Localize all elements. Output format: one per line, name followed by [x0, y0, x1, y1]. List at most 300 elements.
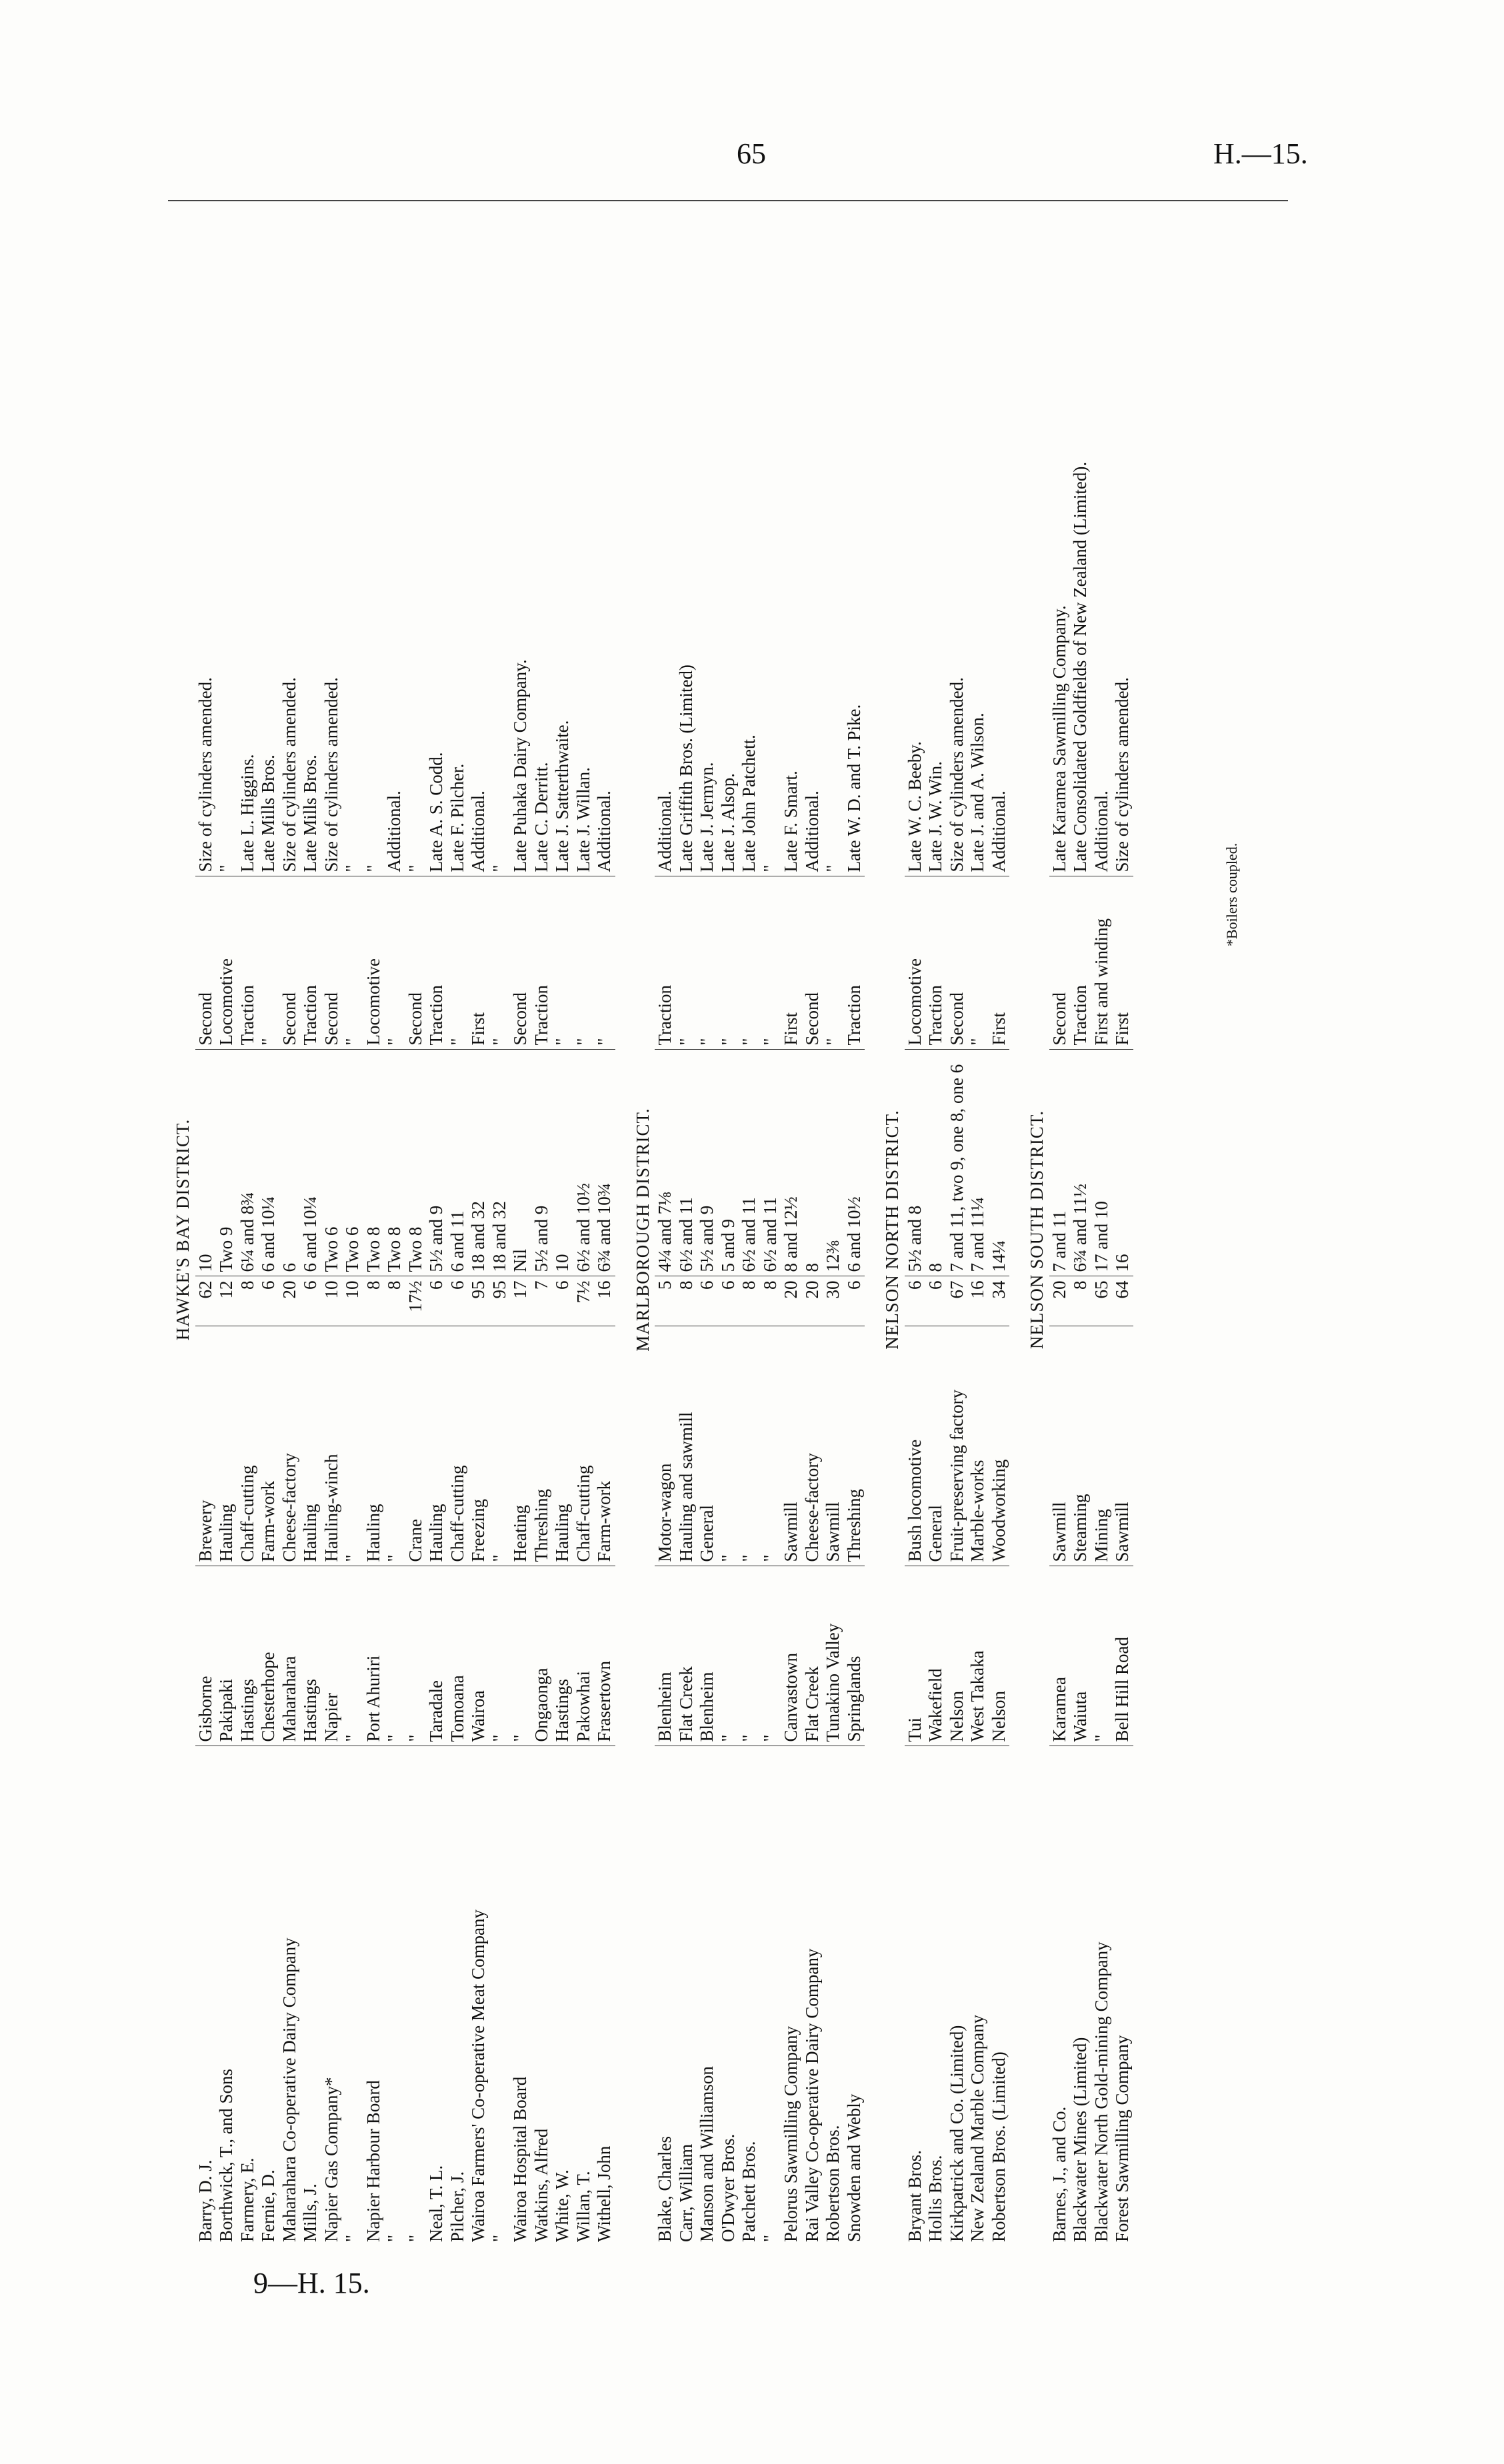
- cell-owner: New Zealand Marble Company: [967, 2014, 987, 2242]
- cell-place: Tui: [905, 1566, 926, 1746]
- district-spacer: [865, 213, 879, 2246]
- cell-cyl: 6¾ and 11½: [1070, 1050, 1091, 1276]
- cell-place: Pakowhai: [573, 1566, 595, 1746]
- cell-hp: 62: [195, 1276, 217, 1326]
- cell-cyl: Nil: [510, 1050, 531, 1276]
- cell-purpose: Hauling: [552, 1326, 573, 1566]
- cell-place: Ongaonga: [531, 1566, 553, 1746]
- cell-cyl: 6: [279, 1050, 301, 1276]
- cell-hp: 6: [925, 1276, 947, 1326]
- district-heading: [630, 213, 655, 2246]
- cell-cyl: 10: [552, 1050, 573, 1276]
- cell-purpose: Steaming: [1070, 1326, 1091, 1566]
- cell-place: Nelson: [989, 1566, 1010, 1746]
- cell-owner: Forest Sawmilling Company: [1112, 2035, 1132, 2242]
- cell-remarks: Late Griffith Bros. (Limited): [676, 213, 697, 876]
- cell-purpose: General: [697, 1326, 718, 1566]
- table-row: [300, 213, 321, 2246]
- cell-cls: Second: [195, 876, 217, 1050]
- cell-purpose: ": [342, 1326, 363, 1566]
- cell-remarks: Late F. Pilcher.: [447, 213, 469, 876]
- cell-cyl: 6¾ and 10¾: [594, 1050, 615, 1276]
- cell-cls: Second: [321, 876, 343, 1050]
- cell-hp: 16: [967, 1276, 989, 1326]
- cell-place: Springlands: [844, 1566, 865, 1746]
- table-row: [384, 213, 405, 2246]
- cell-cls: First: [989, 876, 1010, 1050]
- cell-cyl: 6¼ and 8¾: [237, 1050, 259, 1276]
- cell-place: ": [718, 1566, 739, 1746]
- cell-cyl: 6 and 10¼: [258, 1050, 279, 1276]
- cell-cyl: 6½ and 11: [739, 1050, 760, 1276]
- cell-hp: 12: [216, 1276, 237, 1326]
- cell-place: Canvastown: [781, 1566, 802, 1746]
- cell-owner: Pilcher, J.: [447, 2171, 467, 2242]
- page-number: 65: [737, 137, 766, 170]
- table-row: [489, 213, 511, 2246]
- district-name: MARLBOROUGH DISTRICT.: [632, 1108, 653, 1352]
- table-row: [947, 213, 968, 2246]
- cell-cyl: 4¼ and 7⅛: [655, 1050, 676, 1276]
- cell-purpose: Hauling: [426, 1326, 447, 1566]
- cell-place: ": [510, 1566, 531, 1746]
- cell-cls: ": [676, 876, 697, 1050]
- cell-purpose: Hauling and sawmill: [676, 1326, 697, 1566]
- cell-remarks: Late Consolidated Goldfields of New Zealand (Limited).: [1070, 213, 1091, 876]
- cell-remarks: Additional.: [802, 213, 823, 876]
- cell-purpose: ": [739, 1326, 760, 1566]
- table-row: [237, 213, 259, 2246]
- cell-purpose: ": [718, 1326, 739, 1566]
- table-row: [1091, 213, 1113, 2246]
- cell-cyl: 8: [925, 1050, 947, 1276]
- table-row: [447, 213, 469, 2246]
- cell-cls: ": [573, 876, 595, 1050]
- cell-owner: Watkins, Alfred: [531, 2128, 551, 2242]
- cell-remarks: ": [405, 213, 427, 876]
- cell-cls: ": [384, 876, 405, 1050]
- table-row: [1049, 213, 1071, 2246]
- cell-remarks: Late Puhaka Dairy Company.: [510, 213, 531, 876]
- cell-cls: ": [447, 876, 469, 1050]
- cell-place: Flat Creek: [676, 1566, 697, 1746]
- cell-owner: Barnes, J., and Co.: [1049, 2106, 1069, 2242]
- cell-cls: ": [552, 876, 573, 1050]
- table-row: [967, 213, 989, 2246]
- district-spacer: [1009, 213, 1024, 2246]
- table-row: [989, 213, 1010, 2246]
- cell-cyl: 6 and 10¼: [300, 1050, 321, 1276]
- cell-cyl: 5½ and 9: [697, 1050, 718, 1276]
- cell-owner: Robertson Bros. (Limited): [988, 2051, 1009, 2242]
- cell-hp: 8: [384, 1276, 405, 1326]
- cell-hp: 5: [655, 1276, 676, 1326]
- table-row: [405, 213, 427, 2246]
- cell-hp: 64: [1112, 1276, 1133, 1326]
- cell-remarks: Late J. and A. Wilson.: [967, 213, 989, 876]
- cell-remarks: Late J. Alsop.: [718, 213, 739, 876]
- cell-hp: 10: [342, 1276, 363, 1326]
- cell-purpose: Bush locomotive: [905, 1326, 926, 1566]
- cell-cls: Second: [802, 876, 823, 1050]
- footnote: *Boilers coupled.: [1223, 842, 1240, 946]
- cell-hp: 8: [760, 1276, 781, 1326]
- cell-purpose: Fruit-preserving factory: [947, 1326, 968, 1566]
- table-row: [279, 213, 301, 2246]
- cell-owner: O'Dwyer Bros.: [717, 2133, 738, 2242]
- cell-hp: 7: [531, 1276, 553, 1326]
- cell-place: West Takaka: [967, 1566, 989, 1746]
- cell-hp: 6: [718, 1276, 739, 1326]
- cell-place: Bell Hill Road: [1112, 1566, 1133, 1746]
- district-name: NELSON NORTH DISTRICT.: [882, 1110, 902, 1350]
- cell-place: Hastings: [237, 1566, 259, 1746]
- cell-purpose: ": [384, 1326, 405, 1566]
- cell-cls: Traction: [426, 876, 447, 1050]
- cell-cyl: Two 8: [405, 1050, 427, 1276]
- cell-cyl: 14¼: [989, 1050, 1010, 1276]
- cell-remarks: Late J. Willan.: [573, 213, 595, 876]
- table-row: [802, 213, 823, 2246]
- cell-hp: 6: [426, 1276, 447, 1326]
- cell-remarks: Late W. D. and T. Pike.: [844, 213, 865, 876]
- cell-owner: Neal, T. L.: [426, 2165, 446, 2242]
- cell-purpose: Farm-work: [594, 1326, 615, 1566]
- cell-owner: Pelorus Sawmilling Company: [781, 2026, 801, 2242]
- cell-cls: Second: [279, 876, 301, 1050]
- cell-purpose: Woodworking: [989, 1326, 1010, 1566]
- cell-place: Tunakino Valley: [823, 1566, 844, 1746]
- document-code: H.—15.: [1213, 137, 1308, 170]
- table-row: [594, 213, 615, 2246]
- cell-place: Hastings: [552, 1566, 573, 1746]
- table-row: [739, 213, 760, 2246]
- cell-purpose: Sawmill: [823, 1326, 844, 1566]
- cell-purpose: Hauling: [363, 1326, 385, 1566]
- cell-purpose: Motor-wagon: [655, 1326, 676, 1566]
- cell-cls: Traction: [1070, 876, 1091, 1050]
- table-row: [781, 213, 802, 2246]
- cell-owner: Snowden and Webly: [843, 2093, 864, 2242]
- cell-cls: First: [468, 876, 489, 1050]
- cell-cls: ": [258, 876, 279, 1050]
- cell-place: Chesterhope: [258, 1566, 279, 1746]
- cell-cyl: 16: [1112, 1050, 1133, 1276]
- cell-place: Frasertown: [594, 1566, 615, 1746]
- cell-purpose: Mining: [1091, 1326, 1113, 1566]
- cell-purpose: Freezing: [468, 1326, 489, 1566]
- cell-cls: Traction: [655, 876, 676, 1050]
- cell-place: Waiuta: [1070, 1566, 1091, 1746]
- cell-remarks: Late Mills Bros.: [300, 213, 321, 876]
- cell-owner: ": [405, 2234, 425, 2242]
- table-row: [531, 213, 553, 2246]
- cell-cyl: 18 and 32: [489, 1050, 511, 1276]
- cell-purpose: Hauling-winch: [321, 1326, 343, 1566]
- cell-place: Port Ahuriri: [363, 1566, 385, 1746]
- cell-cyl: 6 and 11: [447, 1050, 469, 1276]
- cell-cyl: 17 and 10: [1091, 1050, 1113, 1276]
- cell-remarks: Size of cylinders amended.: [195, 213, 217, 876]
- cell-cyl: Two 8: [363, 1050, 385, 1276]
- cell-hp: 6: [300, 1276, 321, 1326]
- cell-cyl: 6½ and 11: [676, 1050, 697, 1276]
- cell-cls: Second: [510, 876, 531, 1050]
- cell-place: Karamea: [1049, 1566, 1071, 1746]
- cell-place: Taradale: [426, 1566, 447, 1746]
- cell-remarks: Additional.: [468, 213, 489, 876]
- cell-purpose: Cheese-factory: [279, 1326, 301, 1566]
- cell-remarks: Late John Patchett.: [739, 213, 760, 876]
- table-row: [342, 213, 363, 2246]
- cell-cls: Locomotive: [216, 876, 237, 1050]
- cell-hp: 30: [823, 1276, 844, 1326]
- cell-owner: Bryant Bros.: [904, 2150, 925, 2242]
- cell-purpose: Hauling: [216, 1326, 237, 1566]
- cell-cyl: 5½ and 9: [426, 1050, 447, 1276]
- cell-cls: ": [342, 876, 363, 1050]
- cell-owner: Barry, D. J.: [195, 2159, 215, 2242]
- cell-cyl: 8 and 12½: [781, 1050, 802, 1276]
- rotated-register-table: [170, 213, 1290, 2246]
- cell-remarks: Late L. Higgins.: [237, 213, 259, 876]
- table-row: [655, 213, 676, 2246]
- table-row: [760, 213, 781, 2246]
- table-row: [468, 213, 489, 2246]
- cell-cyl: 5 and 9: [718, 1050, 739, 1276]
- cell-owner: Maharahara Co-operative Dairy Company: [279, 1937, 299, 2242]
- cell-cyl: 5½ and 9: [531, 1050, 553, 1276]
- cell-owner: ": [489, 2234, 509, 2242]
- cell-place: Wakefield: [925, 1566, 947, 1746]
- table-row: [844, 213, 865, 2246]
- cell-remarks: Late C. Derritt.: [531, 213, 553, 876]
- cell-place: Nelson: [947, 1566, 968, 1746]
- boiler-register-table: [170, 213, 1133, 2246]
- cell-hp: 8: [363, 1276, 385, 1326]
- cell-purpose: Sawmill: [781, 1326, 802, 1566]
- cell-owner: Napier Harbour Board: [363, 2080, 383, 2242]
- cell-remarks: Additional.: [989, 213, 1010, 876]
- cell-hp: 95: [468, 1276, 489, 1326]
- cell-purpose: Hauling: [300, 1326, 321, 1566]
- cell-hp: 20: [279, 1276, 301, 1326]
- cell-purpose: Threshing: [844, 1326, 865, 1566]
- district-spacer: [615, 213, 630, 2246]
- cell-hp: 16: [594, 1276, 615, 1326]
- cell-place: ": [760, 1566, 781, 1746]
- cell-owner: Wairoa Hospital Board: [510, 2076, 530, 2242]
- cell-purpose: Chaff-cutting: [573, 1326, 595, 1566]
- cell-place: Hastings: [300, 1566, 321, 1746]
- cell-cls: Traction: [237, 876, 259, 1050]
- cell-place: Blenheim: [697, 1566, 718, 1746]
- table-row: [925, 213, 947, 2246]
- cell-owner: Withell, John: [594, 2145, 614, 2242]
- cell-place: ": [342, 1566, 363, 1746]
- cell-cls: Second: [405, 876, 427, 1050]
- table-row: [573, 213, 595, 2246]
- cell-purpose: Threshing: [531, 1326, 553, 1566]
- cell-cls: Locomotive: [363, 876, 385, 1050]
- cell-cls: ": [739, 876, 760, 1050]
- cell-cyl: 7 and 11: [1049, 1050, 1071, 1276]
- table-row: [510, 213, 531, 2246]
- table-row: [195, 213, 217, 2246]
- cell-remarks: Late Mills Bros.: [258, 213, 279, 876]
- district-heading: [1024, 213, 1049, 2246]
- cell-cls: Second: [1049, 876, 1071, 1050]
- cell-place: ": [489, 1566, 511, 1746]
- table-row: [426, 213, 447, 2246]
- table-row: [1112, 213, 1133, 2246]
- cell-remarks: Size of cylinders amended.: [1112, 213, 1133, 876]
- cell-cls: Traction: [531, 876, 553, 1050]
- cell-hp: 8: [237, 1276, 259, 1326]
- cell-owner: ": [384, 2234, 404, 2242]
- cell-owner: Blake, Charles: [655, 2136, 675, 2242]
- cell-place: Tomoana: [447, 1566, 469, 1746]
- table-row: [676, 213, 697, 2246]
- cell-purpose: Crane: [405, 1326, 427, 1566]
- cell-place: Napier: [321, 1566, 343, 1746]
- cell-hp: 6: [844, 1276, 865, 1326]
- cell-hp: 6: [447, 1276, 469, 1326]
- cell-cyl: 7 and 11, two 9, one 8, one 6: [947, 1050, 968, 1276]
- table-row: [718, 213, 739, 2246]
- cell-cls: ": [489, 876, 511, 1050]
- district-heading: [879, 213, 905, 2246]
- cell-cls: ": [967, 876, 989, 1050]
- cell-cyl: 6½ and 10½: [573, 1050, 595, 1276]
- cell-hp: 67: [947, 1276, 968, 1326]
- cell-remarks: Late J. Jermyn.: [697, 213, 718, 876]
- cell-cls: Traction: [844, 876, 865, 1050]
- table-row: [823, 213, 844, 2246]
- cell-purpose: Sawmill: [1112, 1326, 1133, 1566]
- cell-hp: 65: [1091, 1276, 1113, 1326]
- cell-cyl: Two 6: [342, 1050, 363, 1276]
- district-heading: [170, 213, 195, 2246]
- cell-hp: 7½: [573, 1276, 595, 1326]
- cell-hp: 6: [258, 1276, 279, 1326]
- cell-cls: Second: [947, 876, 968, 1050]
- cell-purpose: Heating: [510, 1326, 531, 1566]
- cell-place: Flat Creek: [802, 1566, 823, 1746]
- cell-cyl: Two 6: [321, 1050, 343, 1276]
- cell-cyl: 6 and 10½: [844, 1050, 865, 1276]
- cell-remarks: ": [489, 213, 511, 876]
- cell-owner: Wairoa Farmers' Co-operative Meat Company: [468, 1909, 488, 2242]
- cell-owner: Farmery, E.: [237, 2157, 257, 2242]
- cell-remarks: ": [216, 213, 237, 876]
- cell-remarks: Size of cylinders amended.: [321, 213, 343, 876]
- cell-place: ": [1091, 1566, 1113, 1746]
- cell-remarks: Late A. S. Codd.: [426, 213, 447, 876]
- cell-owner: Carr, William: [675, 2143, 696, 2242]
- cell-purpose: Farm-work: [258, 1326, 279, 1566]
- register-body: [170, 213, 1133, 2246]
- cell-owner: Rai Valley Co-operative Dairy Company: [801, 1948, 822, 2242]
- cell-cls: First: [1112, 876, 1133, 1050]
- cell-remarks: Size of cylinders amended.: [279, 213, 301, 876]
- cell-hp: 17½: [405, 1276, 427, 1326]
- cell-remarks: ": [363, 213, 385, 876]
- cell-place: Maharahara: [279, 1566, 301, 1746]
- cell-remarks: Late W. C. Beeby.: [905, 213, 926, 876]
- cell-purpose: Marble-works: [967, 1326, 989, 1566]
- cell-purpose: Chaff-cutting: [447, 1326, 469, 1566]
- table-row: [258, 213, 279, 2246]
- cell-hp: 6: [697, 1276, 718, 1326]
- cell-remarks: Additional.: [655, 213, 676, 876]
- cell-place: Wairoa: [468, 1566, 489, 1746]
- cell-hp: 95: [489, 1276, 511, 1326]
- cell-remarks: Additional.: [1091, 213, 1113, 876]
- cell-owner: Hollis Bros.: [925, 2155, 945, 2242]
- table-row: [697, 213, 718, 2246]
- cell-cyl: Two 8: [384, 1050, 405, 1276]
- cell-purpose: Brewery: [195, 1326, 217, 1566]
- cell-remarks: Late Karamea Sawmilling Company.: [1049, 213, 1071, 876]
- cell-owner: Fernie, D.: [258, 2169, 278, 2242]
- table-row: [552, 213, 573, 2246]
- cell-cyl: 18 and 32: [468, 1050, 489, 1276]
- cell-owner: Napier Gas Company*: [321, 2077, 341, 2242]
- cell-owner: Willan, T.: [573, 2171, 593, 2242]
- cell-hp: 8: [739, 1276, 760, 1326]
- cell-owner: Mills, J.: [300, 2183, 320, 2242]
- cell-purpose: Cheese-factory: [802, 1326, 823, 1566]
- cell-purpose: ": [489, 1326, 511, 1566]
- cell-remarks: ": [823, 213, 844, 876]
- cell-remarks: Additional.: [594, 213, 615, 876]
- cell-cls: Traction: [925, 876, 947, 1050]
- cell-cyl: 10: [195, 1050, 217, 1276]
- signature-mark: 9—H. 15.: [253, 2267, 370, 2299]
- cell-remarks: ": [342, 213, 363, 876]
- table-row: [216, 213, 237, 2246]
- cell-hp: 17: [510, 1276, 531, 1326]
- cell-owner: Patchett Bros.: [739, 2141, 759, 2242]
- cell-place: ": [739, 1566, 760, 1746]
- cell-hp: 10: [321, 1276, 343, 1326]
- cell-purpose: Chaff-cutting: [237, 1326, 259, 1566]
- cell-place: Pakipaki: [216, 1566, 237, 1746]
- cell-owner: ": [759, 2234, 780, 2242]
- cell-remarks: Late F. Smart.: [781, 213, 802, 876]
- cell-remarks: ": [760, 213, 781, 876]
- cell-purpose: ": [760, 1326, 781, 1566]
- cell-cls: Traction: [300, 876, 321, 1050]
- cell-owner: Robertson Bros.: [823, 2125, 843, 2242]
- cell-owner: Blackwater North Gold-mining Company: [1091, 1941, 1111, 2242]
- cell-cls: ": [718, 876, 739, 1050]
- cell-cls: First and winding: [1091, 876, 1113, 1050]
- cell-cls: ": [594, 876, 615, 1050]
- cell-hp: 8: [676, 1276, 697, 1326]
- cell-cyl: 7 and 11¼: [967, 1050, 989, 1276]
- cell-cls: Locomotive: [905, 876, 926, 1050]
- cell-place: Blenheim: [655, 1566, 676, 1746]
- cell-owner: Kirkpatrick and Co. (Limited): [946, 2025, 967, 2242]
- cell-cyl: 6½ and 11: [760, 1050, 781, 1276]
- cell-cls: ": [760, 876, 781, 1050]
- cell-owner: White, W.: [552, 2169, 572, 2242]
- cell-cls: First: [781, 876, 802, 1050]
- district-name: NELSON SOUTH DISTRICT.: [1027, 1110, 1047, 1350]
- cell-hp: 6: [905, 1276, 926, 1326]
